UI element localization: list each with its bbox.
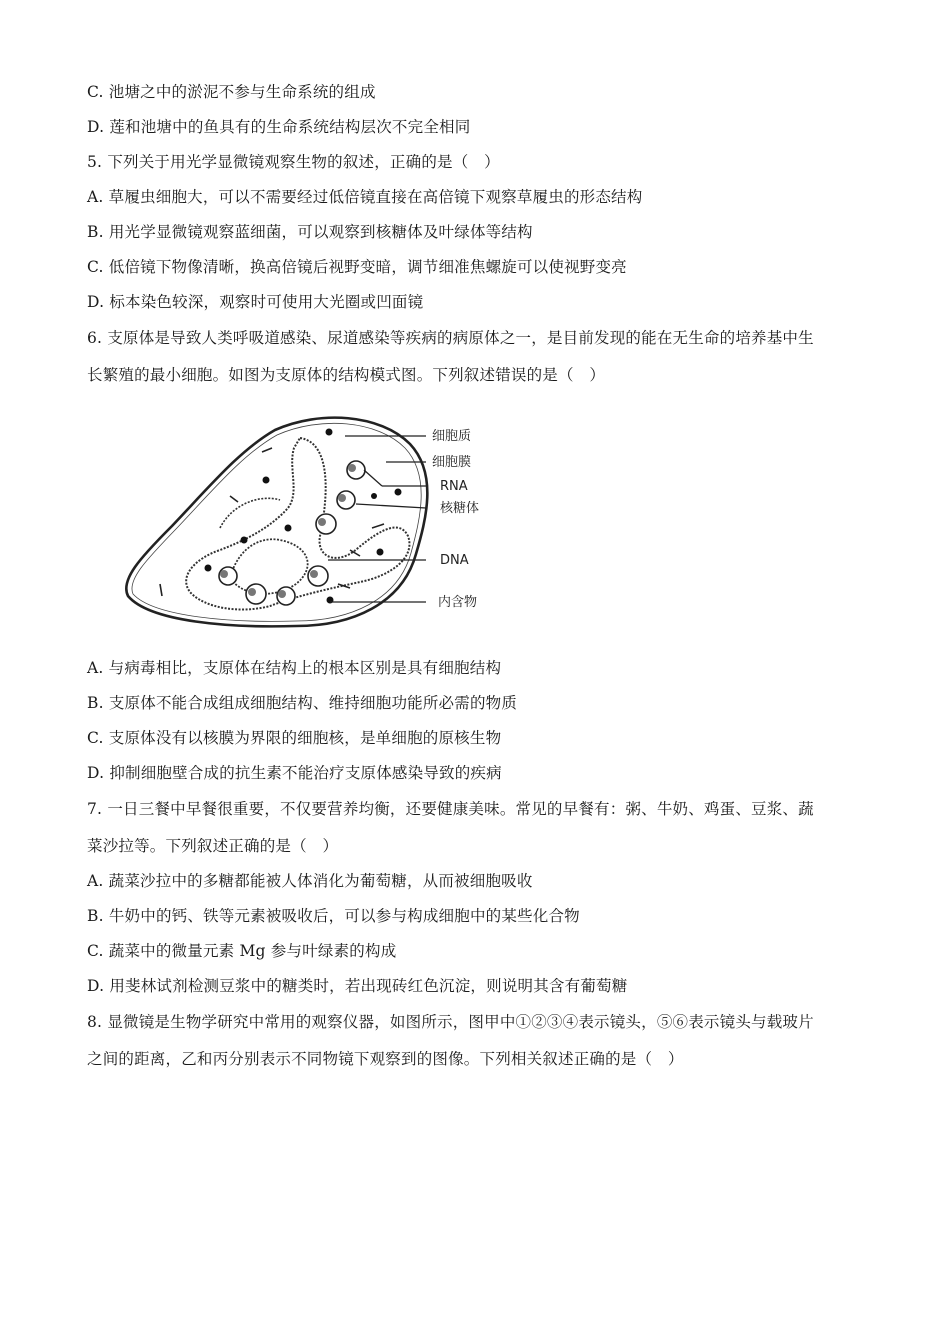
- q6-option-b: B. 支原体不能合成组成细胞结构、维持细胞功能所必需的物质: [87, 694, 518, 712]
- mycoplasma-structure-diagram: [120, 408, 520, 636]
- label-membrane: 细胞膜: [432, 455, 472, 470]
- q7-option-d: D. 用斐林试剂检测豆浆中的糖类时，若出现砖红色沉淀，则说明其含有葡萄糖: [87, 977, 628, 995]
- q6-stem-line-2: 长繁殖的最小细胞。如图为支原体的结构模式图。下列叙述错误的是（ ）: [87, 366, 606, 384]
- dna-strand: [186, 438, 409, 610]
- q8-stem-line-2: 之间的距离，乙和丙分别表示不同物镜下观察到的图像。下列相关叙述正确的是（ ）: [87, 1050, 684, 1068]
- q5-stem: 5. 下列关于用光学显微镜观察生物的叙述，正确的是（ ）: [87, 153, 500, 171]
- label-inclusion: 内含物: [438, 595, 478, 610]
- ribosome-group: [219, 461, 365, 605]
- q4-option-c: C. 池塘之中的淤泥不参与生命系统的组成: [87, 83, 376, 101]
- q7-option-b: B. 牛奶中的钙、铁等元素被吸收后，可以参与构成细胞中的某些化合物: [87, 907, 580, 925]
- q5-option-c: C. 低倍镜下物像清晰，换高倍镜后视野变暗，调节细准焦螺旋可以使视野变亮: [87, 258, 627, 276]
- q5-option-a: A. 草履虫细胞大，可以不需要经过低倍镜直接在高倍镜下观察草履虫的形态结构: [87, 188, 643, 206]
- q7-stem-line-2: 菜沙拉等。下列叙述正确的是（ ）: [87, 837, 339, 855]
- label-rna: RNA: [440, 479, 468, 494]
- label-cytoplasm: 细胞质: [432, 429, 472, 444]
- label-dna: DNA: [440, 553, 469, 568]
- q5-option-d: D. 标本染色较深，观察时可使用大光圈或凹面镜: [87, 293, 424, 311]
- q6-option-d: D. 抑制细胞壁合成的抗生素不能治疗支原体感染导致的疾病: [87, 764, 502, 782]
- q7-option-c: C. 蔬菜中的微量元素 Mg 参与叶绿素的构成: [87, 942, 397, 960]
- label-ribosome: 核糖体: [440, 501, 480, 516]
- q5-option-b: B. 用光学显微镜观察蓝细菌，可以观察到核糖体及叶绿体等结构: [87, 223, 533, 241]
- q8-stem-line-1: 8. 显微镜是生物学研究中常用的观察仪器，如图所示，图甲中①②③④表示镜头，⑤⑥表示镜头与载玻片: [87, 1013, 814, 1031]
- q6-option-c: C. 支原体没有以核膜为界限的细胞核，是单细胞的原核生物: [87, 729, 502, 747]
- q4-option-d: D. 莲和池塘中的鱼具有的生命系统结构层次不完全相同: [87, 118, 471, 136]
- q7-option-a: A. 蔬菜沙拉中的多糖都能被人体消化为葡萄糖，从而被细胞吸收: [87, 872, 533, 890]
- q6-option-a: A. 与病毒相比，支原体在结构上的根本区别是具有细胞结构: [87, 659, 502, 677]
- q7-stem-line-1: 7. 一日三餐中早餐很重要，不仅要营养均衡，还要健康美味。常见的早餐有：粥、牛奶、鸡蛋、豆浆、蔬: [87, 800, 814, 818]
- q6-stem-line-1: 6. 支原体是导致人类呼吸道感染、尿道感染等疾病的病原体之一，是目前发现的能在无生命的培养基中生: [87, 329, 814, 347]
